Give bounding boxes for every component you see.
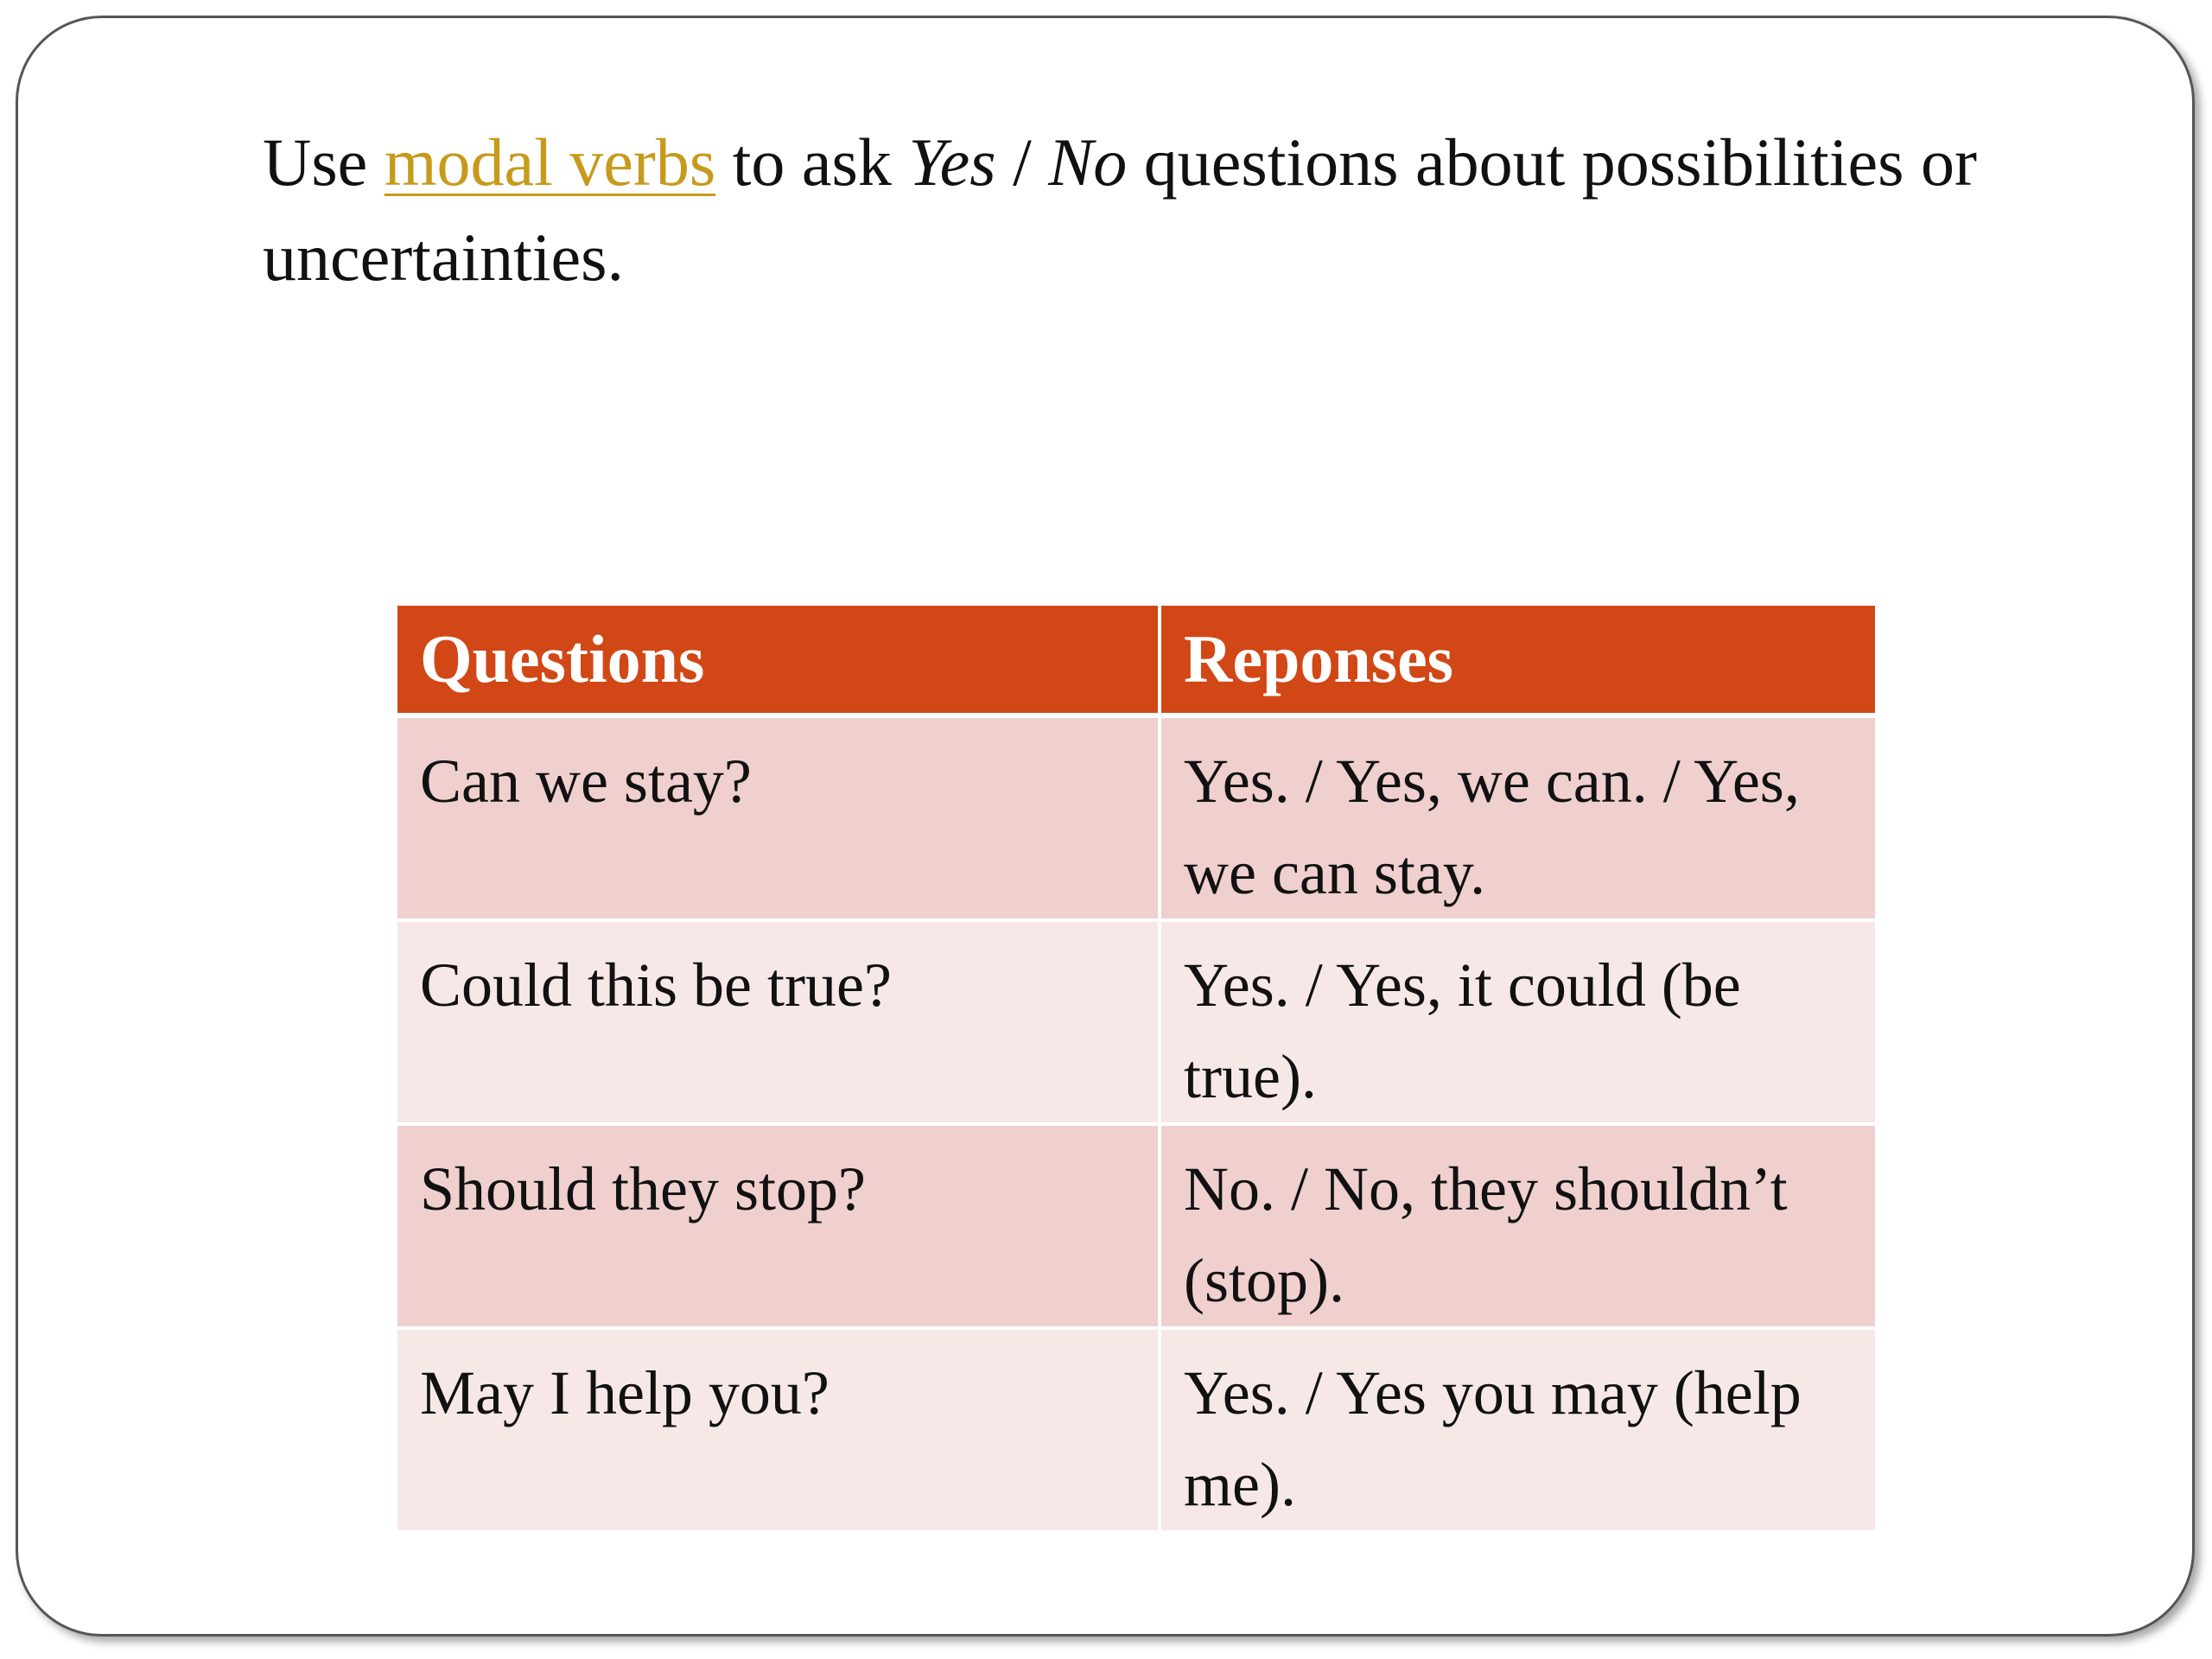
response-cell: No. / No, they shouldn’t (stop). [1161,1126,1875,1330]
table-row [397,718,1875,922]
table-header-row [397,606,1875,718]
response-cell: Yes. / Yes, we can. / Yes, we can stay. [1161,718,1875,922]
question-cell: Could this be true? [397,922,1161,1126]
intro-slash: / [1013,124,1032,200]
questions-responses-table [397,606,1875,1530]
table-row [397,1330,1875,1530]
table-row [397,922,1875,1126]
intro-to-ask: to ask [732,124,892,200]
header-responses: Reponses [1161,606,1875,718]
modal-verbs-link[interactable]: modal verbs [384,124,716,200]
intro-rest: questions about possibilities or uncertainties. [263,124,1977,295]
intro-no: No [1048,124,1128,200]
question-cell: Can we stay? [397,718,1161,922]
response-cell: Yes. / Yes you may (help me). [1161,1330,1875,1530]
intro-yes: Yes [908,124,996,200]
intro-word-use: Use [263,124,368,200]
intro-paragraph [263,115,2112,305]
table-row [397,1126,1875,1330]
question-cell: May I help you? [397,1330,1161,1530]
response-cell: Yes. / Yes, it could (be true). [1161,922,1875,1126]
slide [16,16,2195,1637]
header-questions: Questions [397,606,1161,718]
question-cell: Should they stop? [397,1126,1161,1330]
